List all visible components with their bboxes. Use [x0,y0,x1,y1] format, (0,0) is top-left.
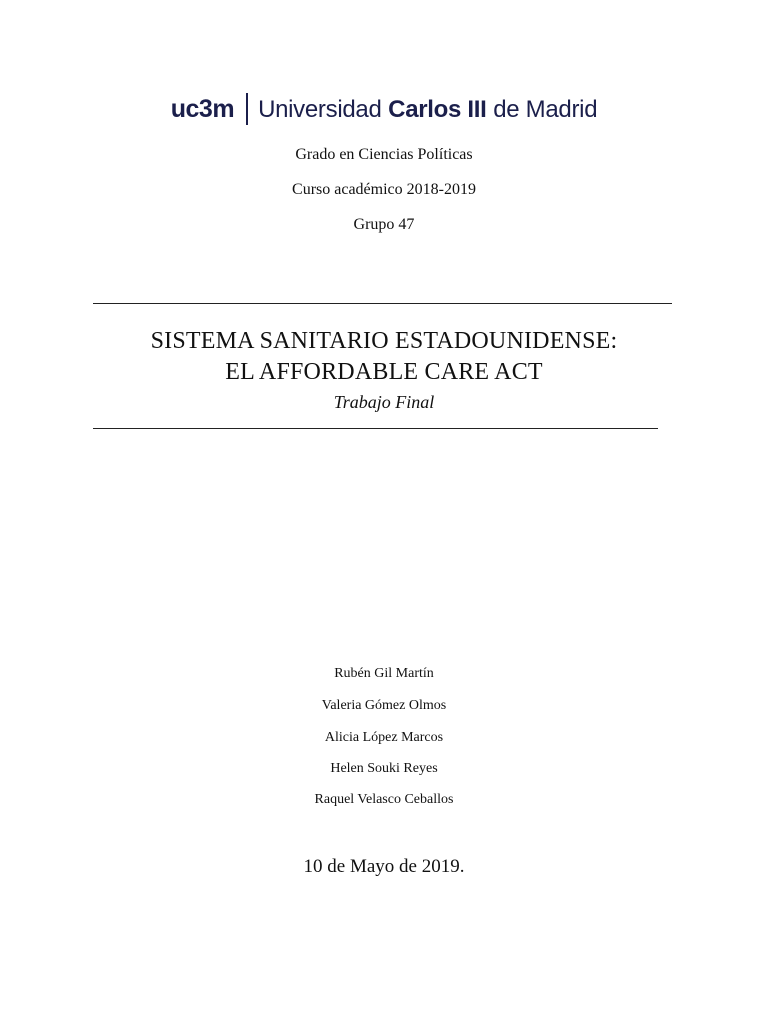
submission-date: 10 de Mayo de 2019. [303,856,465,877]
title-line-1: SISTEMA SANITARIO ESTADOUNIDENSE: [150,328,618,354]
author-name: Valeria Gómez Olmos [321,698,447,713]
university-logo [0,92,768,127]
author-name: Raquel Velasco Ceballos [314,792,454,807]
course-label: Curso académico 2018-2019 [292,181,476,198]
logo-university-prefix: Universidad [258,96,382,123]
degree-label: Grado en Ciencias Políticas [295,146,473,163]
logo-divider [246,93,248,125]
group-label: Grupo 47 [353,216,415,233]
logo-university-name: Carlos III [388,96,487,123]
title-line-2: EL AFFORDABLE CARE ACT [225,359,543,385]
author-name: Rubén Gil Martín [334,666,434,681]
logo-mark: uc3m [170,95,235,123]
author-name: Alicia López Marcos [324,730,444,745]
bottom-divider [93,428,658,429]
subtitle: Trabajo Final [333,392,435,412]
top-divider [93,303,672,304]
author-name: Helen Souki Reyes [330,761,438,776]
logo-university-suffix: de Madrid [493,96,598,123]
